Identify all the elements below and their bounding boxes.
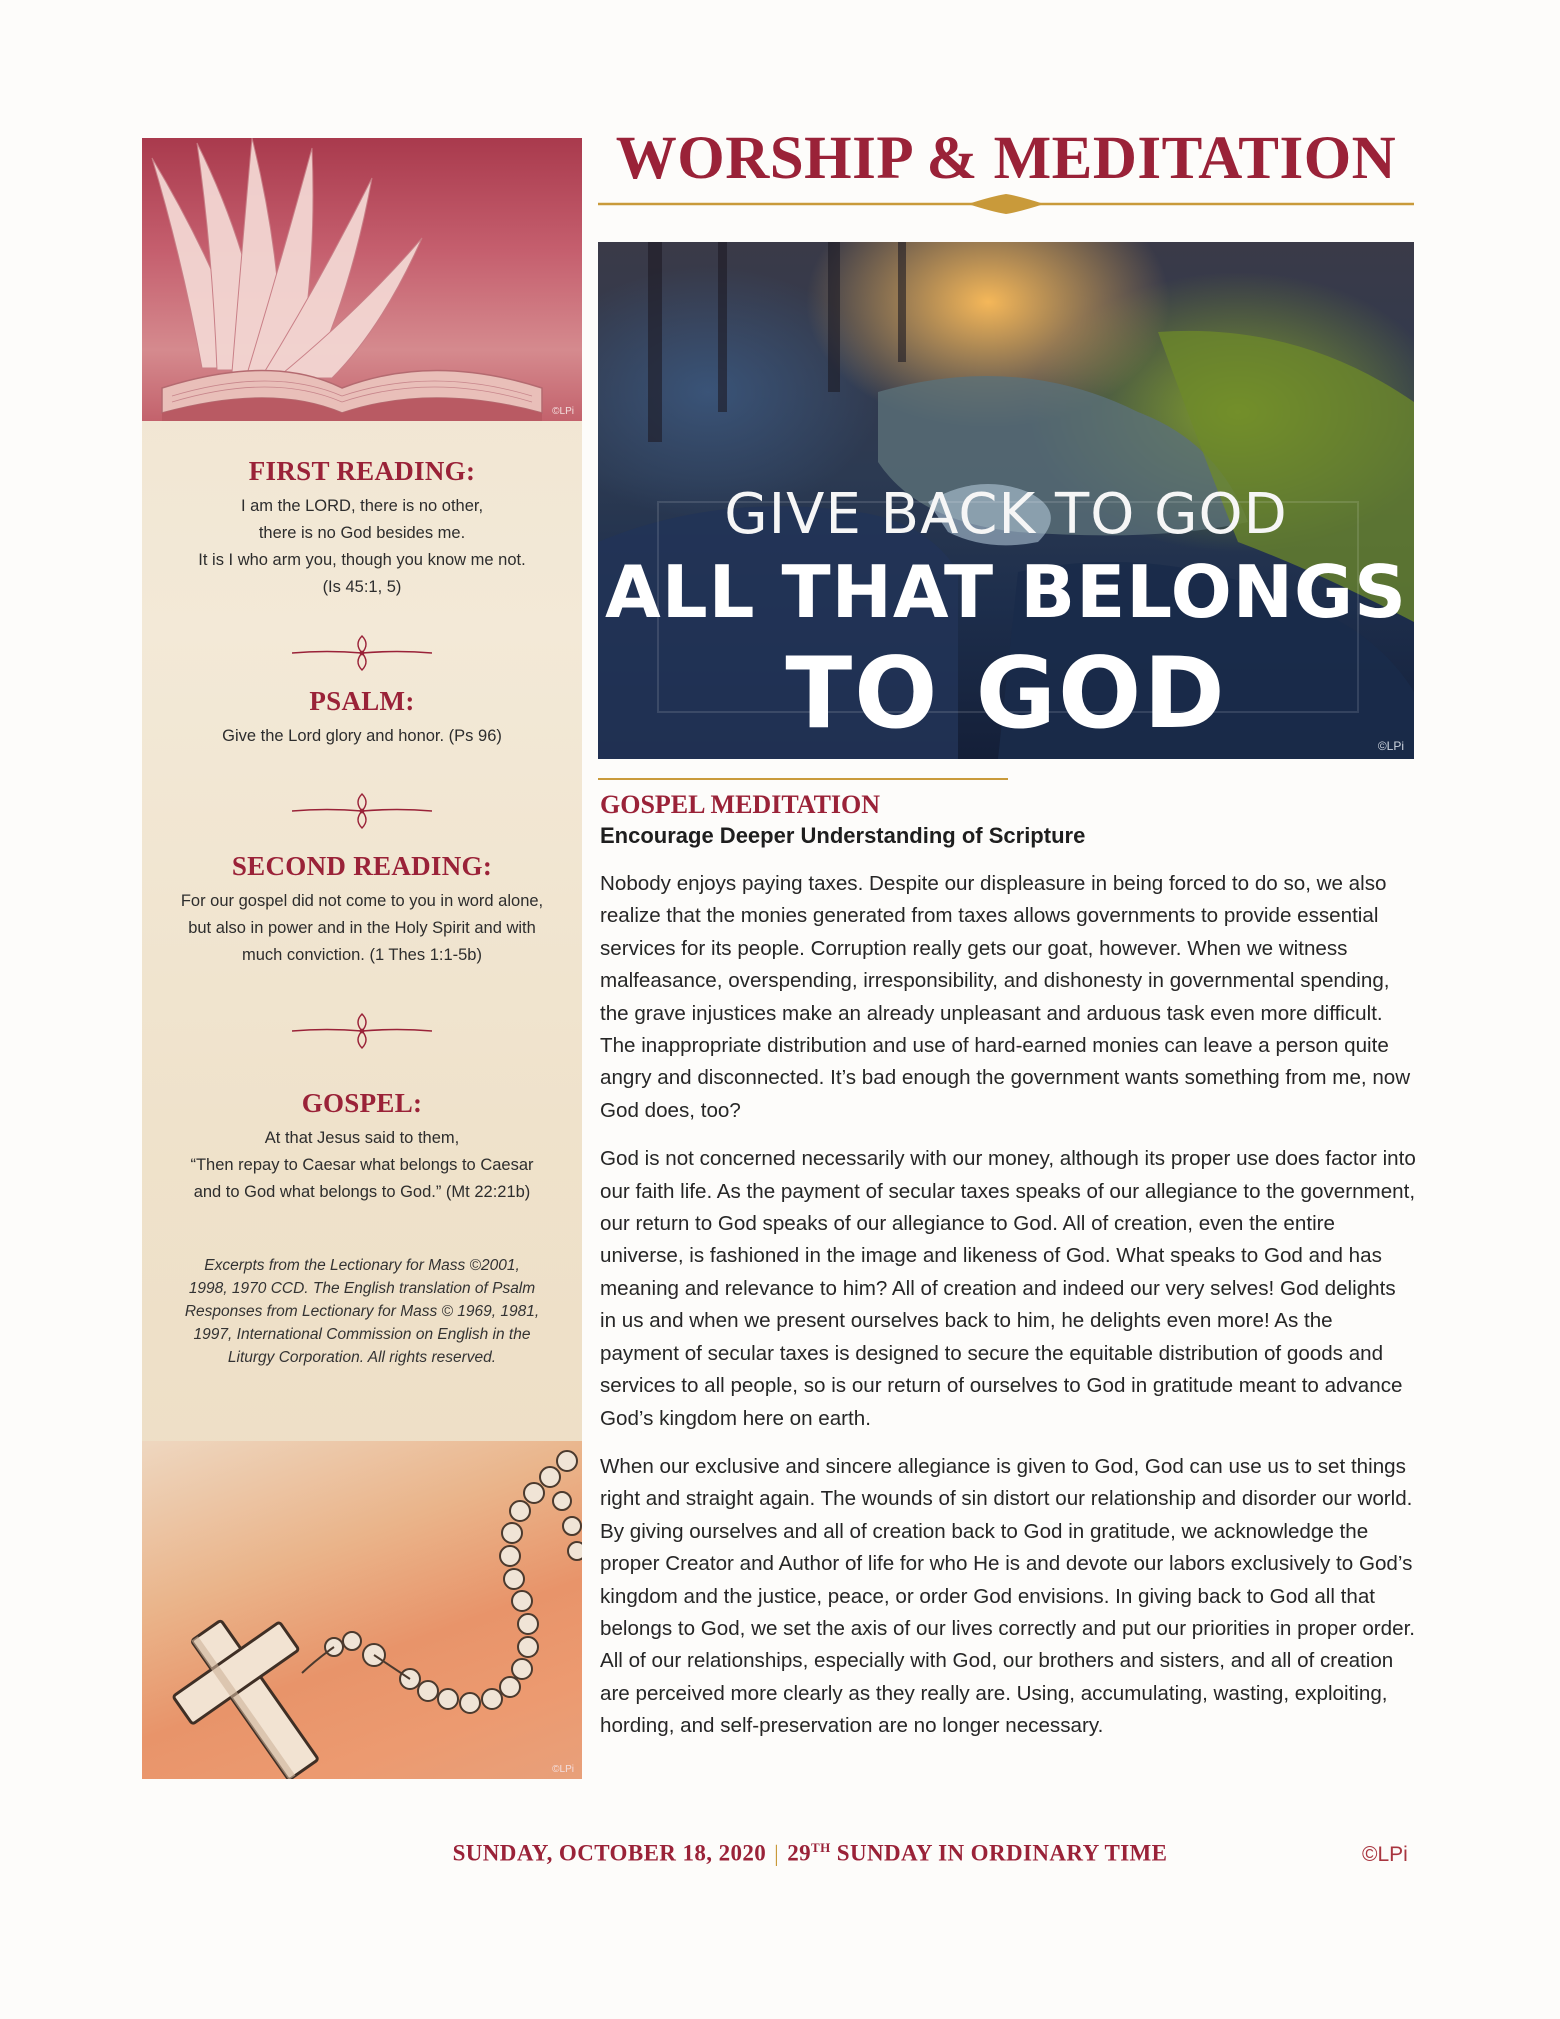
- second-reading-line: For our gospel did not come to you in word alone,: [180, 892, 544, 910]
- excerpt-line: Liturgy Corporation. All rights reserved.: [227, 1349, 497, 1366]
- ornament-divider: [292, 628, 432, 678]
- hero-headline-line2: ALL THAT BELONGS: [604, 550, 1408, 634]
- meditation-paragraph: Nobody enjoys paying taxes. Despite our displeasure in being forced to do so, we also realize that the monies generated from taxes allows governments to provide essential services for its people. Corruption really gets our goat, however. When we witness malfeasance, overspending, irresponsibility, and dishonesty in governmental spending, the grave injustices make an already unpleasant and arduous task even more difficult. The inappropriate distribution and use of hard-earned monies can leave a person quite angry and disconnected. It’s bad enough the government wants something from me, now God does, too?: [600, 872, 1411, 1122]
- excerpt-line: 1997, International Commission on English in the: [193, 1326, 531, 1343]
- footer-ordinal-number: 29: [787, 1840, 811, 1866]
- first-reading-citation: (Is 45:1, 5): [322, 578, 402, 596]
- gospel-text: [142, 1125, 582, 1206]
- meditation-paragraph: When our exclusive and sincere allegiance is given to God, God can use us to set things right and straight again. The wounds of sin distort our relationship and disorder our world. By giving ourselves and all of creation back to God in gratitude, we acknowledge the proper Creator and Author of life for who He is and devote our labors exclusively to God’s kingdom and the justice, peace, or order God envisions. In giving back to God all that belongs to God, we set the axis of our lives correctly and put our priorities in proper order. All of our relationships, especially with God, our brothers and sisters, and all of creation are perceived more clearly as they really are. Using, accumulating, wasting, exploiting, hording, and self-preservation are no longer necessary.: [600, 1454, 1416, 1738]
- first-reading-section: [142, 456, 582, 601]
- image-credit: ©LPi: [552, 1764, 574, 1775]
- gospel-meditation-subtitle: Encourage Deeper Understanding of Scripture: [600, 823, 1086, 848]
- footer-credit: ©LPi: [1362, 1843, 1408, 1866]
- hero-image-credit: ©LPi: [1377, 739, 1404, 753]
- meditation-body: [600, 868, 1416, 1759]
- rosary-illustration: [142, 1441, 582, 1779]
- first-reading-line: there is no God besides me.: [258, 524, 466, 542]
- sidebar: [142, 138, 582, 1779]
- gospel-meditation-title: GOSPEL MEDITATION: [600, 790, 881, 819]
- gospel-line: “Then repay to Caesar what belongs to Caesar: [190, 1156, 534, 1174]
- excerpt-line: Excerpts from the Lectionary for Mass ©2001,: [204, 1257, 520, 1274]
- footer-date-line: [390, 1840, 1230, 1867]
- footer-ordinal-suffix: TH: [811, 1840, 831, 1855]
- psalm-title: PSALM:: [309, 686, 415, 716]
- first-reading-text: [142, 493, 582, 601]
- gospel-section: [142, 1088, 582, 1206]
- rosary-image: [142, 1441, 582, 1779]
- psalm-section: [142, 686, 582, 750]
- gospel-line: At that Jesus said to them,: [264, 1129, 460, 1147]
- footer-separator: |: [774, 1840, 780, 1866]
- second-reading-text: [142, 888, 582, 969]
- psalm-text: Give the Lord glory and honor. (Ps 96): [222, 727, 502, 745]
- gospel-title: GOSPEL:: [301, 1088, 423, 1118]
- ornament-divider: [292, 786, 432, 836]
- excerpt-line: 1998, 1970 CCD. The English translation of Psalm: [188, 1280, 536, 1297]
- second-reading-section: [142, 851, 582, 969]
- excerpt-line: Responses from Lectionary for Mass © 1969, 1981,: [184, 1303, 540, 1320]
- hero-headline-line3: TO GOD: [785, 637, 1227, 751]
- hero-headline-line1: GIVE BACK TO GOD: [724, 482, 1288, 547]
- lectionary-copyright-note: [172, 1254, 552, 1369]
- first-reading-line: It is I who arm you, though you know me not.: [198, 551, 526, 569]
- second-reading-title: SECOND READING:: [231, 851, 493, 881]
- hero-banner: [598, 242, 1414, 759]
- title-ornament-rule: [598, 192, 1414, 216]
- open-book-illustration: [142, 138, 582, 421]
- ornament-divider: [292, 1006, 432, 1056]
- footer-date: SUNDAY, OCTOBER 18, 2020: [452, 1840, 767, 1866]
- page-title: WORSHIP & MEDITATION: [615, 125, 1397, 192]
- second-reading-line: much conviction. (1 Thes 1:1-5b): [242, 946, 482, 964]
- first-reading-title: FIRST READING:: [248, 456, 476, 486]
- meditation-paragraph: God is not concerned necessarily with our money, although its proper use does factor into our faith life. As the payment of secular taxes speaks of our allegiance to the government, our return to God speaks of our allegiance to God. All of creation, even the entire universe, is fashioned in the image and likeness of God. What speaks to God and has meaning and relevance to him? All of creation and indeed our very selves! God delights in us and when we present ourselves back to him, he delights even more! As the payment of secular taxes is designed to secure the equitable distribution of goods and services to all people, so is our return of ourselves to God in gratitude meant to advance God’s kingdom here on earth.: [600, 1147, 1416, 1430]
- open-book-image: [142, 138, 582, 421]
- gospel-line: and to God what belongs to God.” (Mt 22:21b): [193, 1183, 531, 1201]
- image-credit: ©LPi: [552, 406, 574, 417]
- section-rule: [598, 778, 1008, 780]
- footer-occasion: SUNDAY IN ORDINARY TIME: [836, 1840, 1168, 1866]
- second-reading-line: but also in power and in the Holy Spirit and with: [188, 919, 536, 937]
- first-reading-line: I am the LORD, there is no other,: [240, 497, 484, 515]
